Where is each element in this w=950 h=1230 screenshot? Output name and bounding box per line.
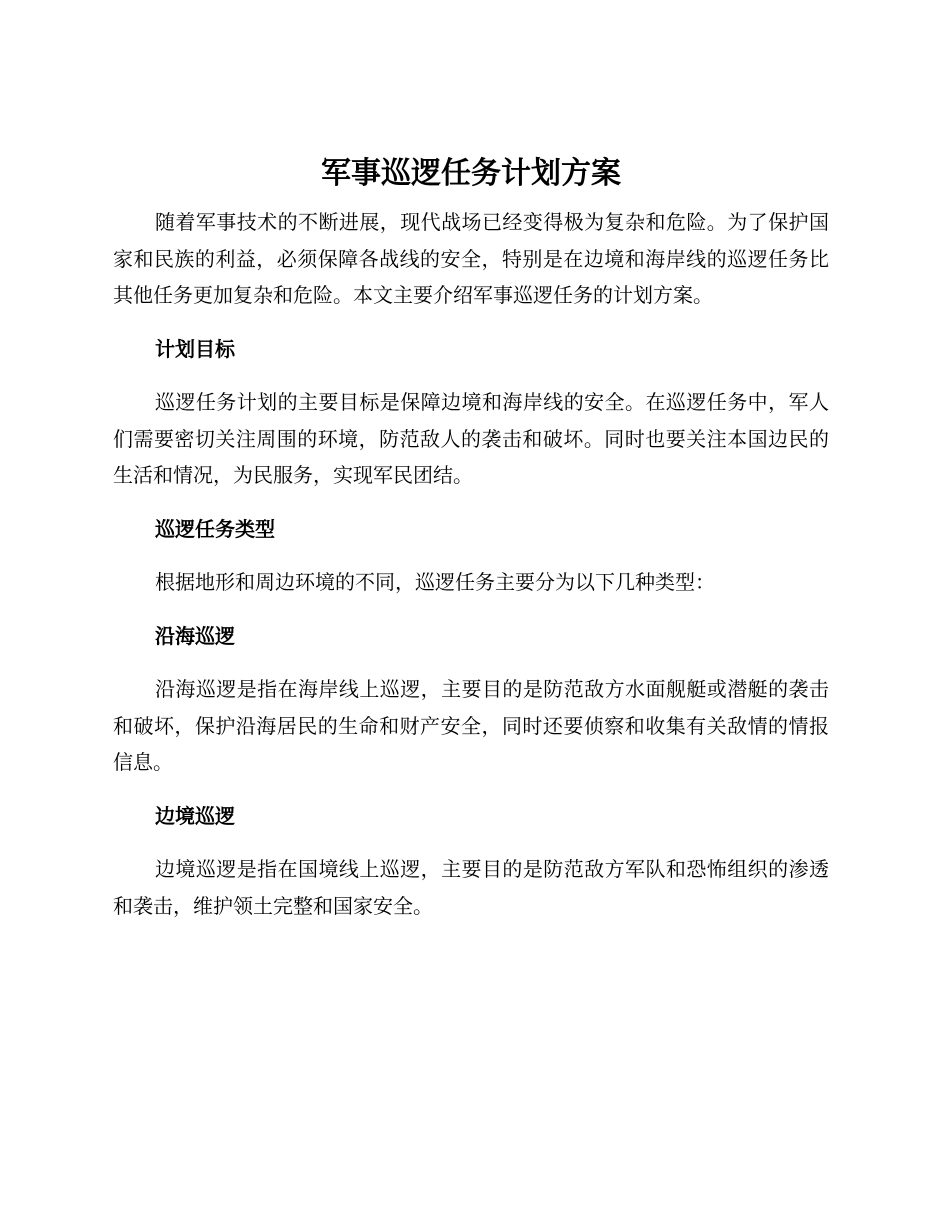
spacer — [113, 654, 829, 671]
spacer — [113, 547, 829, 564]
spacer — [113, 367, 829, 384]
section-paragraph-goal: 巡逻任务计划的主要目标是保障边境和海岸线的安全。在巡逻任务中，军人们需要密切关注周围的环境，防范敌人的袭击和破坏。同时也要关注本国边民的生活和情况，为民服务，实现军民团结。 — [113, 390, 829, 487]
document-body — [113, 150, 829, 924]
intro-paragraph: 随着军事技术的不断进展，现代战场已经变得极为复杂和危险。为了保护国家和民族的利益，必须保障各战线的安全，特别是在边境和海岸线的巡逻任务比其他任务更加复杂和危险。本文主要介绍军事巡逻任务的计划方案。 — [113, 210, 829, 307]
spacer — [113, 781, 829, 798]
spacer — [113, 314, 829, 331]
spacer — [113, 601, 829, 618]
section-paragraph-types: 根据地形和周边环境的不同，巡逻任务主要分为以下几种类型： — [155, 570, 715, 594]
section-heading-coastal: 沿海巡逻 — [155, 623, 235, 648]
section-paragraph-coastal: 沿海巡逻是指在海岸线上巡逻，主要目的是防范敌方水面舰艇或潜艇的袭击和破坏，保护沿海居民的生命和财产安全，同时还要侦察和收集有关敌情的情报信息。 — [113, 677, 829, 774]
spacer — [113, 494, 829, 511]
section-heading-border: 边境巡逻 — [155, 803, 235, 828]
spacer — [113, 834, 829, 851]
document-title: 军事巡逻任务计划方案 — [321, 156, 621, 191]
section-heading-types: 巡逻任务类型 — [155, 516, 275, 541]
section-paragraph-border: 边境巡逻是指在国境线上巡逻，主要目的是防范敌方军队和恐怖组织的渗透和袭击，维护领土完整和国家安全。 — [113, 857, 829, 918]
section-heading-goal: 计划目标 — [155, 336, 235, 361]
